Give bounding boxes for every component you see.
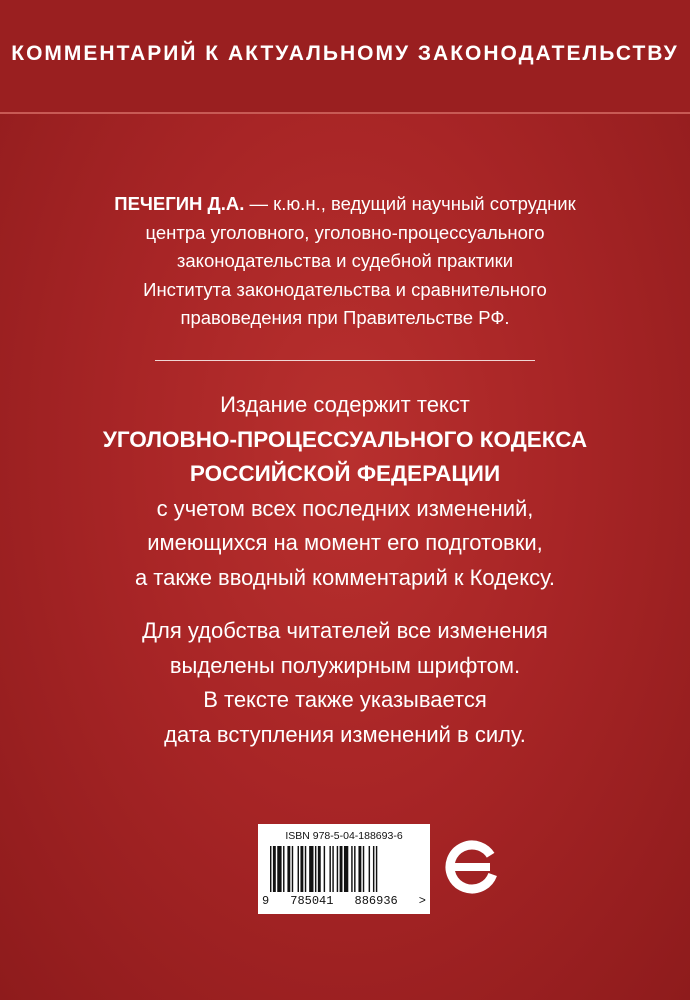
barcode-digit-group-3: 886936	[354, 894, 398, 908]
series-title: КОММЕНТАРИЙ К АКТУАЛЬНОМУ ЗАКОНОДАТЕЛЬСТВУ	[11, 42, 679, 65]
note-line-1: Для удобства читателей все изменения	[142, 618, 548, 643]
code-title-line-1: УГОЛОВНО-ПРОЦЕССУАЛЬНОГО КОДЕКСА	[102, 426, 588, 452]
isbn-number: ISBN 978-5-04-188693-6	[285, 830, 403, 842]
edition-description	[30, 388, 660, 595]
barcode-digit-group-1: 9	[262, 894, 270, 908]
note-line-2: выделены полужирным шрифтом.	[169, 652, 521, 678]
code-title-line-2: РОССИЙСКОЙ ФЕДЕРАЦИИ	[189, 461, 501, 486]
author-bio	[60, 190, 630, 333]
description-line-6: а также вводный комментарий к Кодексу.	[134, 564, 556, 590]
author-bio-line-1	[60, 190, 630, 219]
barcode-digits	[262, 894, 426, 908]
author-bio-line-2: центра уголовного, уголовно-процессуального	[145, 221, 545, 243]
description-line-5: имеющихся на момент его подготовки,	[147, 530, 543, 555]
barcode-bars	[270, 846, 418, 894]
barcode-digit-group-4: >	[418, 894, 426, 908]
description-line-4: с учетом всех последних изменений,	[156, 495, 534, 521]
isbn-barcode	[258, 824, 430, 914]
author-credentials: — к.ю.н., ведущий научный сотрудник	[244, 193, 576, 214]
author-bio-line-5: правоведения при Правительстве РФ.	[180, 307, 510, 328]
divider	[155, 360, 535, 361]
description-intro: Издание содержит текст	[220, 392, 470, 417]
author-name: ПЕЧЕГИН Д.А.	[114, 193, 245, 214]
author-bio-line-4: Института законодательства и сравнительного	[143, 278, 547, 300]
note-line-4: дата вступления изменений в силу.	[164, 721, 526, 747]
publisher-e-logo-icon	[443, 838, 501, 896]
reader-note	[30, 614, 660, 752]
note-line-3: В тексте также указывается	[203, 687, 487, 712]
barcode-digit-group-2: 785041	[290, 894, 334, 908]
author-bio-line-3: законодательства и судебной практики	[176, 250, 514, 271]
